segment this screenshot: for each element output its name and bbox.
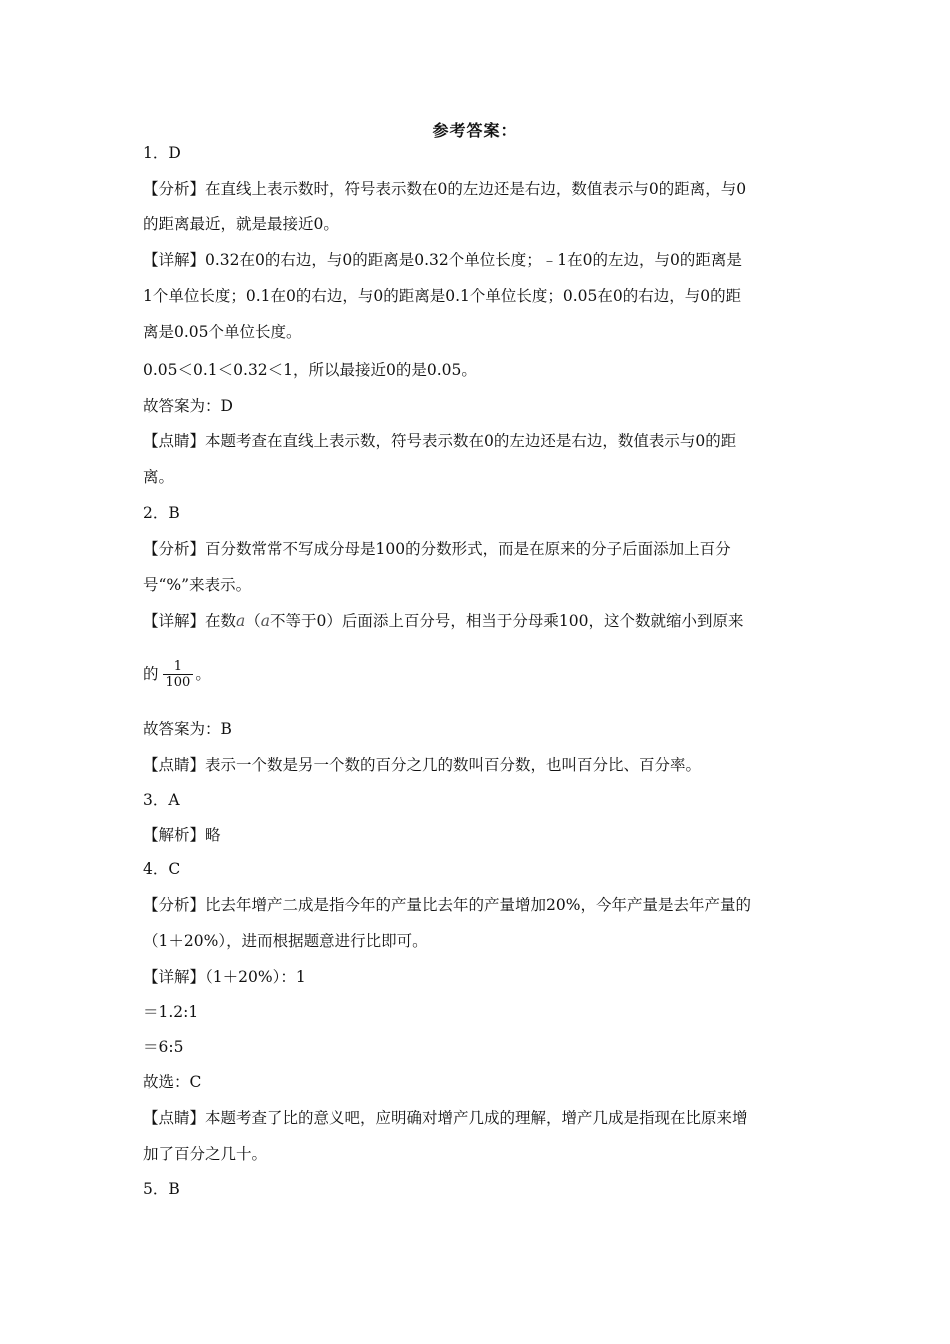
analysis-4-line-1: 【分析】比去年增产二成是指今年的产量比去年的产量增加20%，今年产量是去年产量的 xyxy=(143,896,751,914)
detail-2-suffix: 。 xyxy=(195,665,211,683)
answer-4-heading: 4．C xyxy=(143,860,181,878)
variable-a: a xyxy=(236,612,246,630)
analysis-1-line-2: 的距离最近，就是最接近0。 xyxy=(143,215,339,233)
comment-2-line-1: 【点睛】表示一个数是另一个数的百分之几的数叫百分数，也叫百分比、百分率。 xyxy=(143,756,702,774)
detail-2-line-1 xyxy=(143,611,813,631)
detail-4-line-3: ＝6:5 xyxy=(143,1038,184,1056)
answer-1-heading: 1．D xyxy=(143,144,181,162)
answer-1-conclusion: 故答案为：D xyxy=(143,397,233,415)
comment-1-line-1: 【点睛】本题考查在直线上表示数，符号表示数在0的左边还是右边，数值表示与0的距 xyxy=(143,432,737,450)
comment-4-line-1: 【点睛】本题考查了比的意义吧，应明确对增产几成的理解，增产几成是指现在比原来增 xyxy=(143,1109,748,1127)
fraction-numerator: 1 xyxy=(173,659,183,674)
comment-4-line-2: 加了百分之几十。 xyxy=(143,1145,268,1163)
analysis-2-line-2: 号“%”来表示。 xyxy=(143,576,252,594)
explanation-3: 【解析】略 xyxy=(143,826,221,844)
page-title: 参考答案： xyxy=(432,121,518,140)
answer-2-conclusion: 故答案为：B xyxy=(143,720,232,738)
detail-2-text-b: （ xyxy=(245,612,261,630)
detail-1-line-1: 【详解】0.32在0的右边，与0的距离是0.32个单位长度；﹣1在0的左边，与0的距离是 xyxy=(143,251,742,269)
detail-1-line-4: 0.05＜0.1＜0.32＜1，所以最接近0的是0.05。 xyxy=(143,361,477,379)
detail-2-line-2 xyxy=(143,660,813,690)
detail-1-line-3: 离是0.05个单位长度。 xyxy=(143,323,302,341)
detail-2-text-a: 【详解】在数 xyxy=(143,612,237,630)
answer-3-heading: 3．A xyxy=(143,791,180,809)
analysis-1-line-1: 【分析】在直线上表示数时，符号表示数在0的左边还是右边，数值表示与0的距离，与0 xyxy=(143,180,747,198)
fraction-one-hundredth xyxy=(163,660,194,690)
analysis-2-line-1: 【分析】百分数常常不写成分母是100的分数形式，而是在原来的分子后面添加上百分 xyxy=(143,540,731,558)
answer-4-conclusion: 故选：C xyxy=(143,1073,202,1091)
detail-2-prefix: 的 xyxy=(143,665,159,683)
detail-2-text-c: 不等于0）后面添上百分号，相当于分母乘100，这个数就缩小到原来 xyxy=(270,612,744,630)
variable-a: a xyxy=(260,612,271,630)
answer-2-heading: 2．B xyxy=(143,504,180,522)
detail-4-line-2: ＝1.2:1 xyxy=(143,1003,199,1021)
comment-1-line-2: 离。 xyxy=(143,468,175,486)
detail-1-line-2: 1个单位长度；0.1在0的右边，与0的距离是0.1个单位长度；0.05在0的右边，与0的距 xyxy=(143,287,742,305)
answer-5-heading: 5．B xyxy=(143,1180,180,1198)
fraction-denominator: 100 xyxy=(163,674,194,690)
analysis-4-line-2: （1＋20%），进而根据题意进行比即可。 xyxy=(143,932,428,950)
detail-4-line-1: 【详解】（1＋20%）：1 xyxy=(143,968,306,986)
